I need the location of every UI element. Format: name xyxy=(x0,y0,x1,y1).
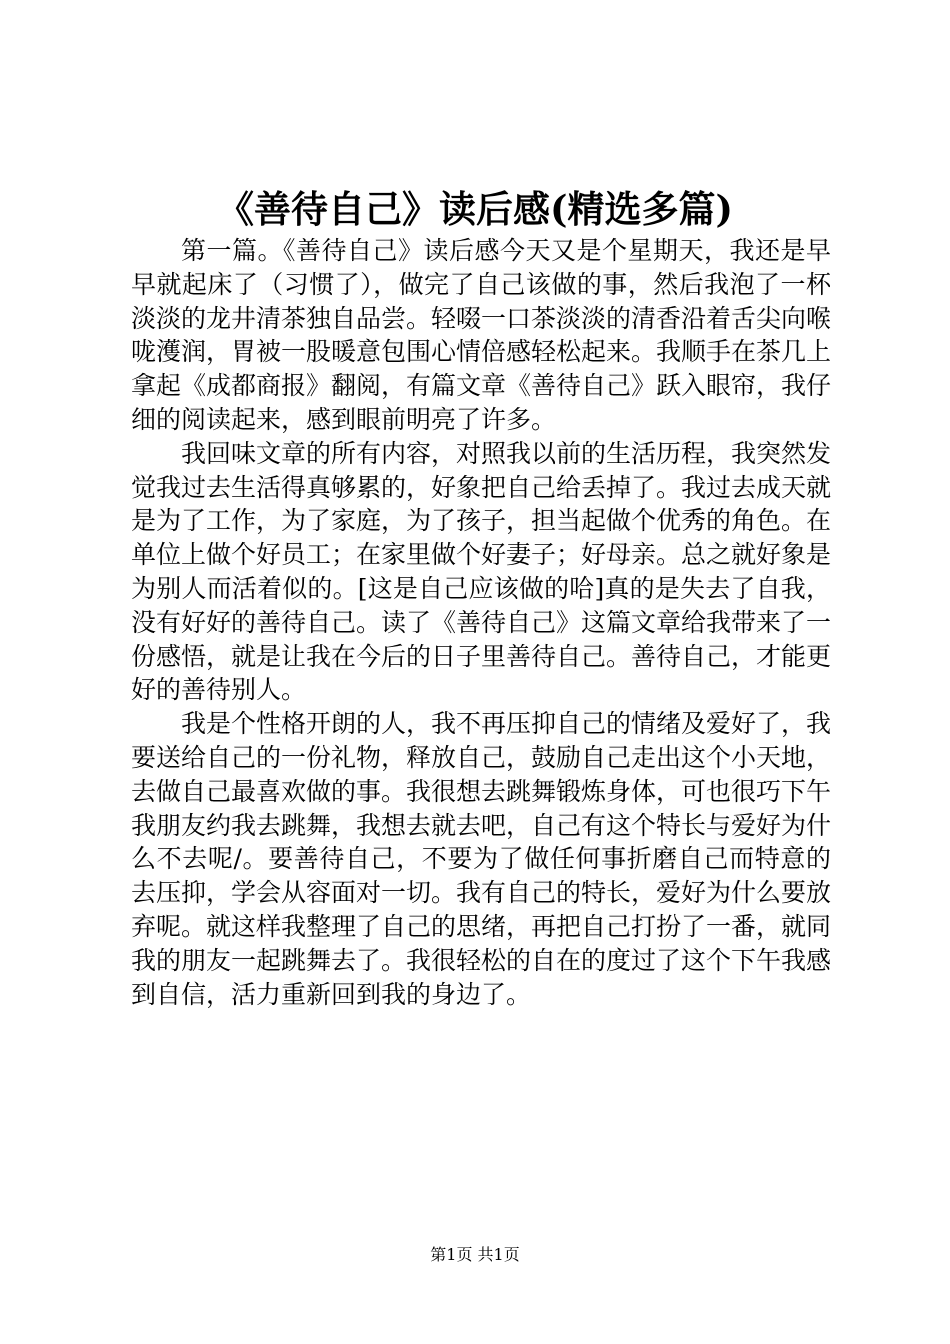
paragraph-1: 第一篇。《善待自己》读后感今天又是个星期天，我还是早早就起床了（习惯了），做完了自己该做的事，然后我泡了一杯淡淡的龙井清茶独自品尝。轻啜一口茶淡淡的清香沿着舌尖向喉咙濩润，胃被一股暖意包围心情倍感轻松起来。我顺手在茶几上拿起《成都商报》翻阅，有篇文章《善待自己》跃入眼帘，我仔细的阅读起来，感到眼前明亮了许多。 xyxy=(131,236,832,434)
document-body xyxy=(131,234,831,1011)
document-title: 《善待自己》读后感(精选多篇) xyxy=(216,187,733,231)
paragraph-2: 我回味文章的所有内容，对照我以前的生活历程，我突然发觉我过去生活得真够累的，好象把自己给丢掉了。我过去成天就是为了工作，为了家庭，为了孩子，担当起做个优秀的角色。在单位上做个好员工；在家里做个好妻子；好母亲。总之就好象是为别人而活着似的。[这是自己应该做的哈]真的是失去了自我，没有好好的善待自己。读了《善待自己》这篇文章给我带来了一份感悟，就是让我在今后的日子里善待自己。善待自己，才能更好的善待别人。 xyxy=(131,438,832,705)
page-footer: 第1页 共1页 xyxy=(430,1245,520,1264)
paragraph-3: 我是个性格开朗的人，我不再压抑自己的情绪及爱好了，我要送给自己的一份礼物，释放自己，鼓励自己走出这个小天地，去做自己最喜欢做的事。我很想去跳舞锻炼身体，可也很巧下午我朋友约我去跳舞，我想去就去吧，自己有这个特长与爱好为什么不去呢/。要善待自己，不要为了做任何事折磨自己而特意的去压抑，学会从容面对一切。我有自己的特长，爱好为什么要放弃呢。就这样我整理了自己的思绪，再把自己打扮了一番，就同我的朋友一起跳舞去了。我很轻松的自在的度过了这个下午我感到自信，活力重新回到我的身边了。 xyxy=(131,709,832,1009)
